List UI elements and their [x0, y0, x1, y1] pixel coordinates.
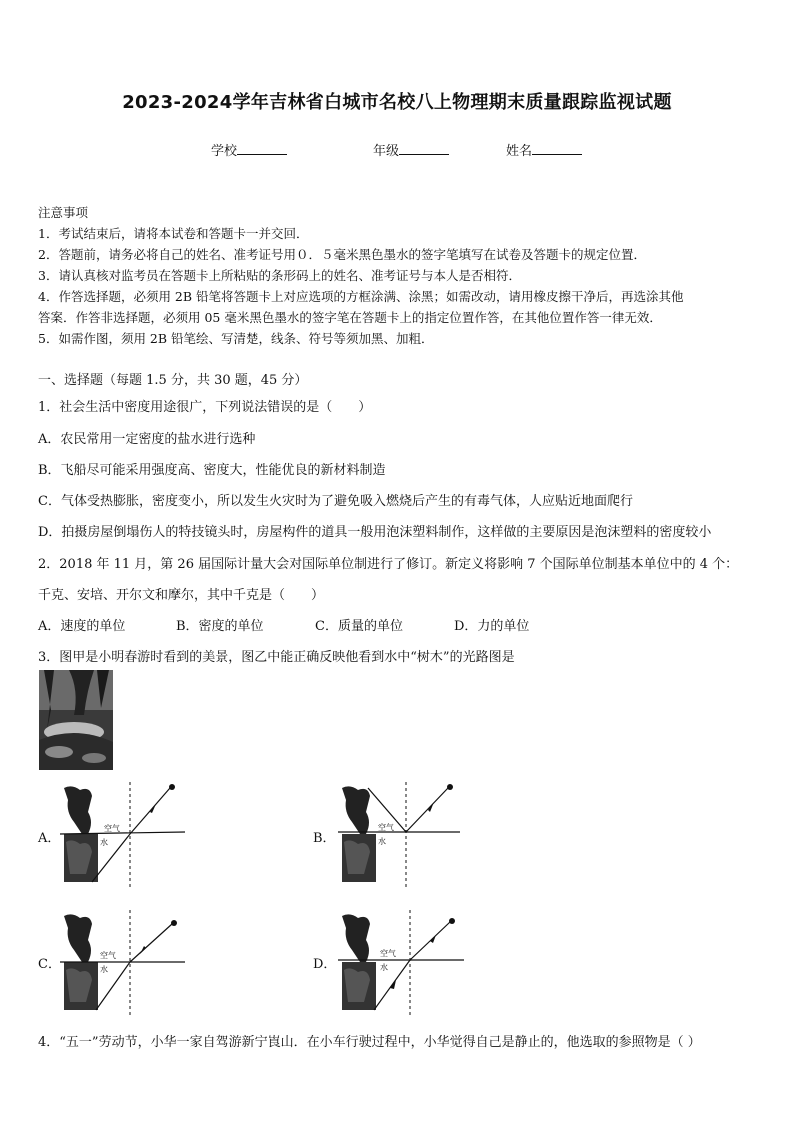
question-2-option-c: C．质量的单位 [315, 619, 403, 634]
question-4-stem: 4．“五一”劳动节，小华一家自驾游新宁崀山．在小车行驶过程中，小华觉得自己是静止的，他选取的参照物是（ ） [38, 1035, 701, 1050]
light-path-diagram-c [60, 910, 210, 1015]
air-label: 空气 [104, 824, 120, 833]
water-label: 水 [100, 838, 108, 847]
grade-label: 年级 [373, 144, 400, 159]
question-1-stem: 1．社会生活中密度用途很广，下列说法错误的是（ ） [38, 400, 372, 415]
question-3-option-c-label: C． [38, 957, 61, 972]
question-3-option-b-label: B． [313, 831, 336, 846]
question-2-stem-cont: 千克、安培、开尔文和摩尔，其中千克是（ ） [38, 588, 325, 603]
question-3-stem: 3．图甲是小明春游时看到的美景，图乙中能正确反映他看到水中“树木”的光路图是 [38, 650, 515, 665]
air-label: 空气 [378, 823, 394, 832]
question-2-option-a: A．速度的单位 [38, 619, 126, 634]
water-label: 水 [380, 963, 388, 972]
grade-field[interactable] [373, 140, 449, 159]
light-path-diagram-d [338, 910, 488, 1015]
name-field[interactable] [506, 140, 582, 159]
notice-item: 4．作答选择题，必须用 2B 铅笔将答题卡上对应选项的方框涂满、涂黑；如需改动，请用橡皮擦干净后，再选涂其他 [38, 289, 684, 304]
question-2-stem: 2．2018 年 11 月，第 26 届国际计量大会对国际单位制进行了修订。新定义将影响 7 个国际单位制基本单位中的 4 个： [38, 557, 739, 572]
notice-item: 5．如需作图，须用 2B 铅笔绘、写清楚，线条、符号等须加黑、加粗． [38, 331, 434, 346]
question-2-option-b: B．密度的单位 [176, 619, 264, 634]
section-heading: 一、选择题（每题 1.5 分，共 30 题，45 分） [38, 373, 308, 388]
air-label: 空气 [100, 951, 116, 960]
light-path-diagram-b [338, 782, 488, 887]
question-1-option-d: D．拍摄房屋倒塌伤人的特技镜头时，房屋构件的道具一般用泡沫塑料制作，这样做的主要原因是泡沫塑料的密度较小 [38, 525, 712, 540]
page-title: 2023-2024学年吉林省白城市名校八上物理期末质量跟踪监视试题 [122, 92, 672, 113]
name-label: 姓名 [506, 144, 533, 159]
air-label: 空气 [380, 949, 396, 958]
water-label: 水 [100, 965, 108, 974]
scenery-photo [39, 670, 113, 770]
question-3-option-a-label: A． [38, 831, 61, 846]
water-label: 水 [378, 837, 386, 846]
light-path-diagram-a [60, 782, 210, 887]
school-label: 学校 [211, 144, 238, 159]
notice-item: 1．考试结束后，请将本试卷和答题卡一并交回． [38, 226, 309, 241]
notice-item: 2．答题前，请务必将自己的姓名、准考证号用０．５毫米黑色墨水的签字笔填写在试卷及答题卡的规定位置． [38, 247, 646, 262]
school-field[interactable] [211, 140, 287, 159]
question-1-option-a: A．农民常用一定密度的盐水进行选种 [38, 432, 256, 447]
question-1-option-c: C．气体受热膨胀，密度变小，所以发生火灾时为了避免吸入燃烧后产生的有毒气体，人应贴近地面爬行 [38, 494, 633, 509]
notice-item: 答案．作答非选择题，必须用 05 毫米黑色墨水的签字笔在答题卡上的指定位置作答，在其他位置作答一律无效． [38, 310, 662, 325]
notice-heading: 注意事项 [38, 205, 89, 220]
notice-item: 3．请认真核对监考员在答题卡上所粘贴的条形码上的姓名、准考证号与本人是否相符． [38, 268, 521, 283]
question-2-option-d: D．力的单位 [454, 619, 530, 634]
question-3-option-d-label: D． [313, 957, 337, 972]
question-1-option-b: B．飞船尽可能采用强度高、密度大，性能优良的新材料制造 [38, 463, 386, 478]
